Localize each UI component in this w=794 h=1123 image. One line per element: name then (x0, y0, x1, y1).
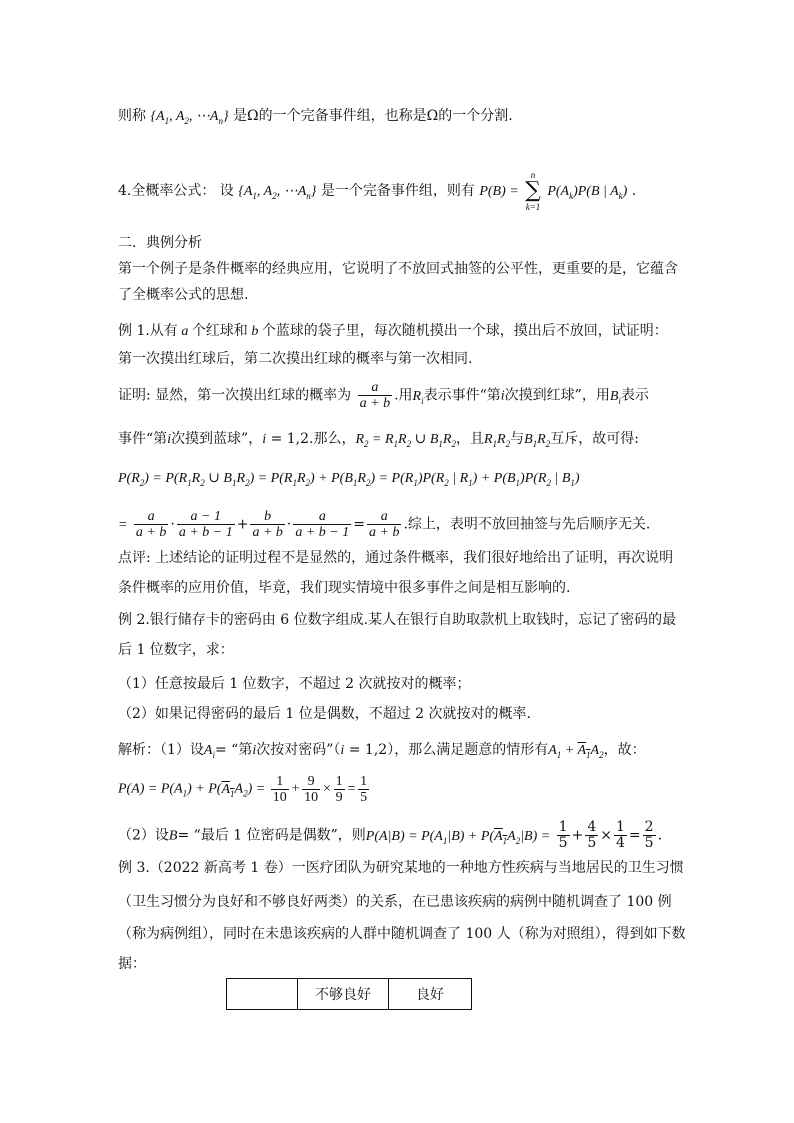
proof-line-1: 证明: 显然，第一次摸出红球的概率为 $\frac{a}{a + b}$ .用$R_i$表示事件“第i次摸到红球”，用$B_i$表示 (118, 380, 649, 411)
example-2: 例 2.银行储存卡的密码由 6 位数字组成.某人在银行自助取款机上取钱时，忘记了密码的最 (118, 612, 677, 628)
proof-line-2: 事件“第i次摸到蓝球”，i = 1,2.那么，$R_2 = R_1R_2$ ∪ $B_1R_2$，且$R_1R_2$与$B_1R_2$互斥，故可得: (118, 431, 639, 449)
proof-line-3: $P(R_2) = P(R_1R_2$ ∪ $B_1R_2) = P(R_1R_2) + P(B_1R_2) = P(R_1)P(R_2$ | $R_1) + P(B_1)P(R_2$ | $B_1$) (118, 471, 580, 488)
table-header-cell: 良好 (389, 979, 472, 1010)
example-3: 例 3.（2022 新高考 1 卷）一医疗团队为研究某地的一种地方性疾病与当地居民的卫生习惯 (118, 860, 684, 876)
solution-line-1: 解析：（1）设$A_i=$ “第i次按对密码”（i = 1,2），那么满足题意的情形有$A_1 + A_1A_2$，故： (118, 742, 646, 760)
question-1: （1）任意按最后 1 位数字，不超过 2 次就按对的概率； (118, 676, 471, 692)
intro-paragraph: 第一个例子是条件概率的经典应用，它说明了不放回式抽签的公平性，更重要的是，它蕴含 (118, 261, 678, 277)
comment: 点评: 上述结论的证明过程不是显然的，通过条件概率，我们很好地给出了证明，再次说明 (118, 550, 674, 566)
event-set: {$A_1$, $A_2$, $\cdots A_n$} (150, 109, 229, 126)
solution-line-3: （2）设B= “最后 1 位密码是偶数”，则$P(A|B) = P(A_1|B) + P(A_1A_2|B)$ = $\frac{1}{5}$ + $\frac{4}{5}$ × $\frac{1}{4}$ = $\frac{2}{5}$ . (118, 819, 663, 851)
summation-symbol: n ∑ k=1 (525, 170, 541, 212)
question-2: （2）如果记得密码的最后 1 位是偶数，不超过 2 次就按对的概率. (118, 706, 531, 722)
table-header-cell: 不够良好 (298, 979, 389, 1010)
data-table (226, 978, 472, 1010)
table-row (227, 979, 472, 1010)
document-page: 则称 {$A_1$, $A_2$, $\cdots A_n$} 是Ω的一个完备事件组，也称是Ω的一个分割. 4.全概率公式： 设 {$A_1$, $A_2$, $\cdots A_n$} 是一个完备事件组，则有 P(B) = n ∑ k=1 $P(A_k)P(B$ | $A_k$) . 二．典例分析 第一个例子是条件概率的经典应用，它说明了不放回式抽签的公平性，更重要的是，它蕴含 了全概率公式的思想. 例 1.从有 a 个红球和 b 个蓝球的袋子里，每次随机摸出一个球，摸出后不放回，试证明： 第一次摸出红球后，第二次摸出红球的概率与第一次相同. 证明: 显然，第一次摸出红球的概率为 $\frac{a}{a + b}$ .用$R_i$表示事件“第i次摸到红球”，用$B_i$表示 事件“第i次摸到蓝球”，i = 1,2.那么，$R_2 = R_1R_2$ ∪ $B_1R_2$，且$R_1R_2$与$B_1R_2$互斥，故可得: $P(R_2) = P(R_1R_2$ ∪ $B_1R_2) = P(R_1R_2) + P(B_1R_2) = P(R_1)P(R_2$ | $R_1) + P(B_1)P(R_2$ | $B_1$) = $\frac{a}{a + b}$ · $\frac{a - 1}{a + b - 1}$ + $\frac{b}{a + b}$ · $\frac{a}{a + b - 1}$ = $\frac{a}{a + b}$ .综上，表明不放回抽签与先后顺序无关. 点评: 上述结论的证明过程不是显然的，通过条件概率，我们很好地给出了证明，再次说明 条件概率的应用价值，毕竟，我们现实情境中很多事件之间是相互影响的. 例 2.银行储存卡的密码由 6 位数字组成.某人在银行自助取款机上取钱时，忘记了密码的最 后 1 位数字，求： （1）任意按最后 1 位数字，不超过 2 次就按对的概率； （2）如果记得密码的最后 1 位是偶数，不超过 2 次就按对的概率. 解析：（1）设$A_i=$ “第i次按对密码”（i = 1,2），那么满足题意的情形有$A_1 + A_1A_2$，故： $P(A) = P(A_1) + P(A_1A_2)$ = $\frac{1}{10}$ + $\frac{9}{10}$ × $\frac{1}{9}$ = $\frac{1}{5}$ （2）设B= “最后 1 位密码是偶数”，则$P(A|B) = P(A_1|B) + P(A_1A_2|B)$ = $\frac{1}{5}$ + $\frac{4}{5}$ × $\frac{1}{4}$ = $\frac{2}{5}$ . 例 3.（2022 新高考 1 卷）一医疗团队为研究某地的一种地方性疾病与当地居民的卫生习惯 （卫生习惯分为良好和不够良好两类）的关系，在已患该疾病的病例中随机调查了 100 例 （称为病例组），同时在未患该疾病的人群中随机调查了 100 人（称为对照组），得到如下数 据： 不够良好 良好 (0, 0, 794, 1123)
example-1: 例 1.从有 a 个红球和 b 个蓝球的袋子里，每次随机摸出一个球，摸出后不放回，试证明： (118, 323, 668, 339)
table-header-cell (227, 979, 298, 1010)
section-heading: 二．典例分析 (118, 235, 202, 251)
proof-line-4: = $\frac{a}{a + b}$ · $\frac{a - 1}{a + b - 1}$ + $\frac{b}{a + b}$ · $\frac{a}{a + b - 1}$ = $\frac{a}{a + b}$ .综上，表明不放回抽签与先后顺序无关. (118, 509, 651, 540)
total-probability-formula: 4.全概率公式： 设 {$A_1$, $A_2$, $\cdots A_n$} 是一个完备事件组，则有 P(B) = n ∑ k=1 $P(A_k)P(B$ | $A_k$) . (118, 170, 637, 212)
solution-line-2: $P(A) = P(A_1) + P(A_1A_2)$ = $\frac{1}{10}$ + $\frac{9}{10}$ × $\frac{1}{9}$ = $\frac{1}{5}$ (118, 774, 368, 805)
partition-definition: 则称 {$A_1$, $A_2$, $\cdots A_n$} 是Ω的一个完备事件组，也称是Ω的一个分割. (118, 108, 513, 126)
